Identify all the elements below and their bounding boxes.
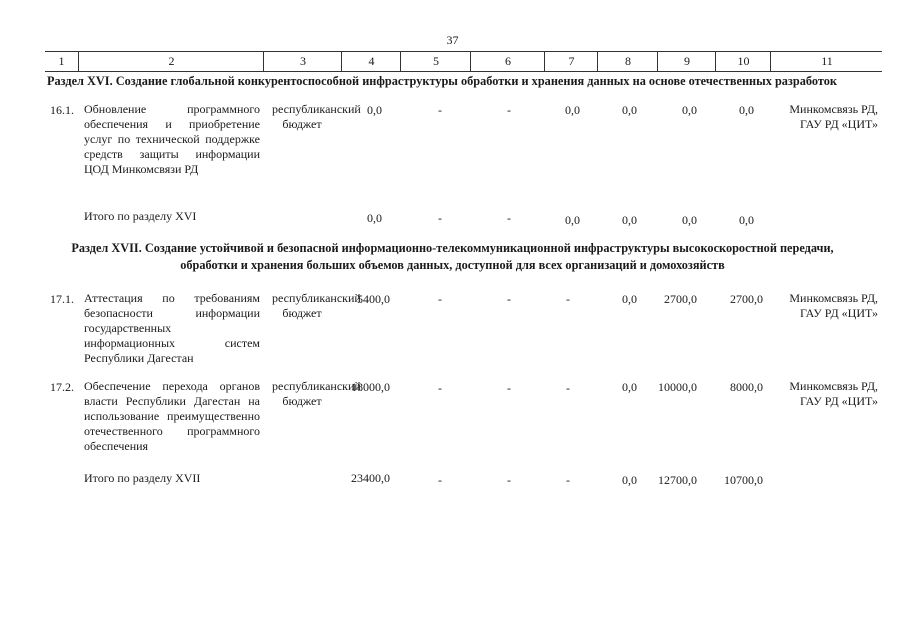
column-header-4: 4 [341, 52, 401, 71]
item-17-2-source: республиканский бюджет [272, 379, 361, 408]
column-header-1: 1 [58, 54, 65, 68]
item-17-1-col8: 0,0 [622, 292, 637, 306]
column-header-2: 2 [78, 52, 264, 71]
item-17-1-executor: Минкомсвязь РД, ГАУ РД «ЦИТ» [789, 291, 878, 320]
column-header-3: 3 [263, 52, 342, 71]
item-17-2-col6: - [507, 381, 511, 395]
item-17-2-description: Обеспечение перехода органов власти Республики Дагестан на использование преимущественно отечественного программного обеспечения [84, 379, 260, 453]
total-17-col4: 23400,0 [351, 471, 390, 485]
section-16-title: Раздел XVI. Создание глобальной конкурентоспособной инфраструктуры обработки и хранения данных на основе отечественных разработок [47, 74, 837, 88]
page-number: 37 [446, 33, 459, 47]
item-17-1-description: Аттестация по требованиям безопасности информации государственных информационных систем Республики Дагестан [84, 291, 260, 365]
item-16-1-col8: 0,0 [622, 103, 637, 117]
item-17-2-executor: Минкомсвязь РД, ГАУ РД «ЦИТ» [789, 379, 878, 408]
item-16-1-col10: 0,0 [739, 103, 754, 117]
section-17-title-line1: Раздел XVII. Создание устойчивой и безопасной информационно-телекоммуникационной инфраструктуры высокоскоростной передачи, [71, 241, 834, 255]
total-17-col5: - [438, 473, 442, 487]
total-17-col6: - [507, 473, 511, 487]
item-16-1-col6: - [507, 103, 511, 117]
item-17-2-col10: 8000,0 [730, 380, 763, 394]
column-number-header [45, 51, 882, 72]
item-17-2-col4: 18000,0 [351, 380, 390, 394]
item-17-2-col5: - [438, 381, 442, 395]
item-16-1-col4: 0,0 [367, 103, 382, 117]
item-17-2-col9: 10000,0 [658, 380, 697, 394]
column-header-5: 5 [400, 52, 471, 71]
total-16-col8: 0,0 [622, 213, 637, 227]
total-16-col7: 0,0 [565, 213, 580, 227]
item-17-1-number: 17.1. [50, 292, 74, 306]
item-17-2-col8: 0,0 [622, 380, 637, 394]
item-17-1-source: республиканский бюджет [272, 291, 361, 320]
column-header-9: 9 [657, 52, 716, 71]
item-16-1-col9: 0,0 [682, 103, 697, 117]
total-17-col9: 12700,0 [658, 473, 697, 487]
item-16-1-col7: 0,0 [565, 103, 580, 117]
total-16-col9: 0,0 [682, 213, 697, 227]
column-header-7: 7 [544, 52, 598, 71]
item-17-1-col9: 2700,0 [664, 292, 697, 306]
item-17-2-col7: - [566, 381, 570, 395]
total-16-label: Итого по разделу XVI [84, 209, 197, 223]
section-17-title-line2: обработки и хранения больших объемов данных, доступной для всех организаций и домохозяйств [180, 258, 725, 272]
item-16-1-source: республиканский бюджет [272, 102, 361, 131]
item-17-1-col10: 2700,0 [730, 292, 763, 306]
total-17-label: Итого по разделу XVII [84, 471, 201, 485]
item-16-1-col5: - [438, 103, 442, 117]
column-header-8: 8 [597, 52, 658, 71]
total-17-col8: 0,0 [622, 473, 637, 487]
item-17-2-number: 17.2. [50, 380, 74, 394]
total-16-col10: 0,0 [739, 213, 754, 227]
total-17-col10: 10700,0 [724, 473, 763, 487]
total-16-col5: - [438, 211, 442, 225]
total-16-col4: 0,0 [367, 211, 382, 225]
column-header-10: 10 [715, 52, 771, 71]
total-16-col6: - [507, 211, 511, 225]
item-17-1-col4: 5400,0 [357, 292, 390, 306]
item-16-1-description: Обновление программного обеспечения и приобретение услуг по технической поддержке средств защиты информации ЦОД Минкомсвязи РД [84, 102, 260, 176]
item-16-1-number: 16.1. [50, 103, 74, 117]
item-17-1-col7: - [566, 292, 570, 306]
item-16-1-executor: Минкомсвязь РД, ГАУ РД «ЦИТ» [789, 102, 878, 131]
item-17-1-col5: - [438, 292, 442, 306]
column-header-11: 11 [770, 52, 883, 71]
total-17-col7: - [566, 473, 570, 487]
item-17-1-col6: - [507, 292, 511, 306]
column-header-6: 6 [470, 52, 545, 71]
